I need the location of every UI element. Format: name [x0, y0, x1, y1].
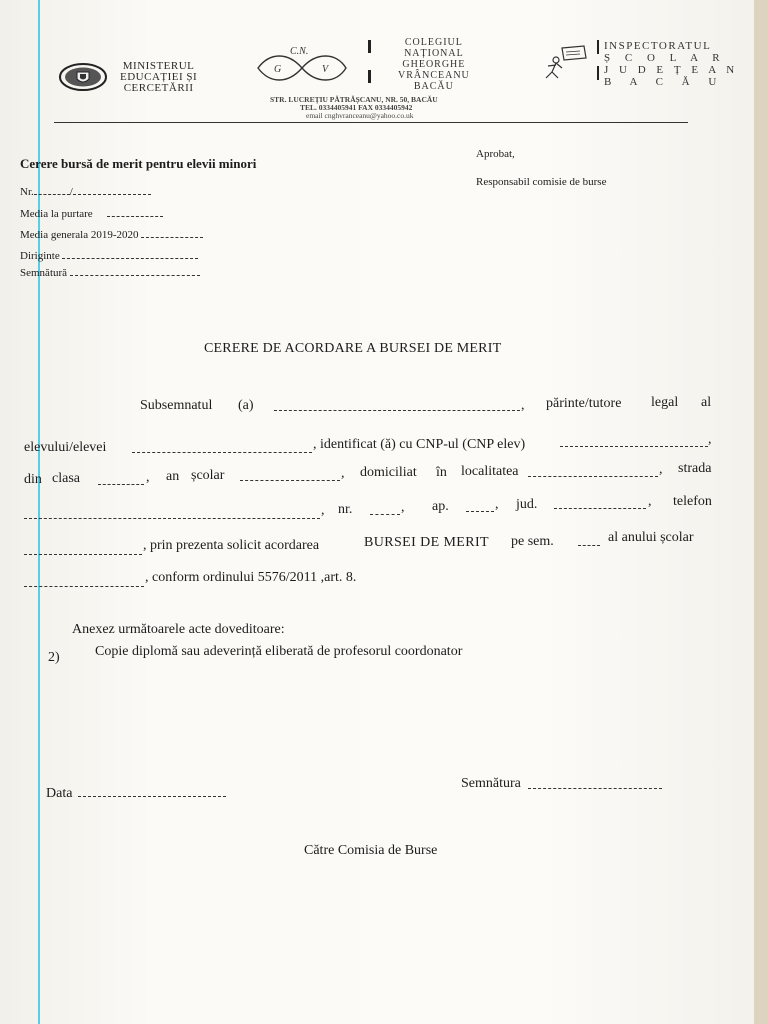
- l4-comma-2: ,: [401, 500, 405, 515]
- college-line: BACĂU: [413, 81, 454, 92]
- semester-blank[interactable]: [578, 533, 600, 546]
- l1-legal: legal: [651, 395, 679, 410]
- county-blank[interactable]: [554, 496, 646, 509]
- l1-comma: ,: [521, 398, 525, 413]
- l3-strada: strada: [678, 461, 712, 476]
- locality-blank[interactable]: [528, 464, 658, 477]
- media-purtare-label: Media la purtare: [20, 208, 93, 220]
- l5-bursa: BURSEI DE MERIT: [364, 535, 489, 550]
- logo-g-letter: G: [274, 64, 282, 75]
- nr-slash: /: [69, 186, 73, 198]
- logo-v-letter: V: [322, 64, 329, 75]
- address-line: TEL. 0334405941 FAX 0334405942: [300, 103, 413, 112]
- inspectorate-logo-icon: [538, 44, 594, 82]
- college-line: NAȚIONAL: [404, 48, 464, 59]
- date-blank[interactable]: [78, 784, 226, 797]
- nr-label: Nr.: [20, 186, 34, 198]
- inspectorate-name: [604, 40, 738, 88]
- header-separator-bar: [368, 40, 371, 53]
- parent-name-blank[interactable]: [274, 398, 520, 411]
- signature-blank[interactable]: [528, 776, 662, 789]
- l4-comma-4: ,: [648, 494, 652, 509]
- school-year-2-blank[interactable]: [24, 574, 144, 587]
- attachments-intro: Anexez următoarele acte doveditoare:: [72, 622, 285, 637]
- l4-comma-3: ,: [495, 497, 499, 512]
- l4-jud: jud.: [516, 497, 538, 512]
- ministry-line: MINISTERUL: [122, 60, 195, 72]
- apartment-blank[interactable]: [466, 499, 494, 512]
- college-name: [398, 37, 470, 92]
- school-year-blank[interactable]: [240, 468, 340, 481]
- date-label: Data: [46, 786, 73, 801]
- student-name-blank[interactable]: [132, 440, 312, 453]
- school-address: [270, 96, 438, 120]
- committee-responsible-label: Responsabil comisie de burse: [476, 176, 607, 188]
- header-separator-bar: [597, 40, 599, 54]
- header-separator-bar: [368, 70, 371, 83]
- nr-date-blank[interactable]: [73, 182, 151, 195]
- diriginte-blank[interactable]: [62, 246, 198, 259]
- l3-din: din: [24, 472, 42, 487]
- header-rule: [54, 122, 688, 123]
- ministry-line: EDUCAȚIEI ȘI: [120, 71, 198, 83]
- inspectorate-line: J U D E Ț E A N: [604, 64, 739, 76]
- l2-comma: ,: [708, 432, 712, 447]
- l1-a: (a): [238, 398, 254, 413]
- ministry-name: [120, 61, 197, 94]
- l3-an: an: [166, 469, 180, 484]
- semnatura-small-blank[interactable]: [70, 263, 200, 276]
- inspectorate-line: Ș C O L A R: [604, 52, 726, 64]
- header-separator-bar: [597, 66, 599, 80]
- l3-scolar: școlar: [191, 468, 225, 483]
- ministry-line: CERCETĂRII: [123, 82, 194, 94]
- media-purtare-blank[interactable]: [107, 204, 163, 217]
- l5-sem: pe sem.: [511, 534, 554, 549]
- nr-field: [20, 182, 151, 198]
- l2-elevului: elevului/elevei: [24, 440, 107, 455]
- l5-an-scolar: al anului școlar: [608, 530, 694, 545]
- college-line: GHEORGHE: [402, 59, 466, 70]
- street-blank[interactable]: [24, 506, 320, 519]
- ministry-crest-icon: [58, 62, 108, 92]
- scan-right-margin: [754, 0, 768, 1024]
- logo-cn-text: C.N.: [290, 46, 309, 57]
- cnp-blank[interactable]: [560, 434, 708, 447]
- l3-comma-2: ,: [341, 466, 345, 481]
- l1-subsemnatul: Subsemnatul: [140, 398, 213, 413]
- l4-nr: nr.: [338, 502, 353, 517]
- l3-clasa: clasa: [52, 471, 80, 486]
- l3-comma-3: ,: [659, 462, 663, 477]
- phone-blank[interactable]: [24, 542, 142, 555]
- l3-comma: ,: [146, 470, 150, 485]
- l5-solicit: , prin prezenta solicit acordarea: [143, 538, 320, 553]
- addressee: Către Comisia de Burse: [304, 843, 438, 858]
- class-blank[interactable]: [98, 472, 144, 485]
- document-title: CERERE DE ACORDARE A BURSEI DE MERIT: [204, 341, 502, 356]
- college-line: COLEGIUL: [404, 37, 463, 48]
- l3-localitatea: localitatea: [461, 464, 519, 479]
- media-generala-label: Media generala 2019-2020: [20, 229, 139, 241]
- media-generala-field: [20, 225, 203, 241]
- l6-ordin: , conform ordinului 5576/2011 ,art. 8.: [145, 570, 357, 585]
- signature-label: Semnătura: [461, 776, 521, 791]
- college-line: VRÂNCEANU: [398, 70, 470, 81]
- attachment-item-number: 2): [48, 650, 60, 665]
- l2-cnp: , identificat (ă) cu CNP-ul (CNP elev): [313, 437, 526, 452]
- street-number-blank[interactable]: [370, 502, 400, 515]
- diriginte-label: Diriginte: [20, 250, 60, 262]
- diriginte-field: [20, 246, 198, 262]
- l4-comma: ,: [321, 503, 325, 518]
- l1-al: al: [701, 395, 712, 410]
- nr-blank[interactable]: [34, 182, 70, 195]
- request-short-title: Cerere bursă de merit pentru elevii minori: [20, 156, 257, 171]
- l3-domiciliat: domiciliat: [360, 465, 417, 480]
- approved-label: Aprobat,: [476, 148, 515, 160]
- l3-in: în: [436, 465, 447, 480]
- l1-parinte: părinte/tutore: [546, 396, 622, 411]
- address-line: email cnghvranceanu@yahoo.co.uk: [306, 111, 414, 120]
- l4-telefon: telefon: [673, 494, 712, 509]
- address-line: STR. LUCREȚIU PĂTRĂȘCANU, NR. 50, BACĂU: [270, 95, 438, 104]
- inspectorate-line: INSPECTORATUL: [604, 40, 712, 52]
- college-logo-icon: [250, 42, 354, 92]
- l4-ap: ap.: [432, 499, 449, 514]
- media-purtare-field: [20, 204, 163, 220]
- inspectorate-line: B A C Ă U: [604, 76, 725, 88]
- media-generala-blank[interactable]: [141, 225, 203, 238]
- attachment-item-text: Copie diplomă sau adeverință eliberată de profesorul coordonator: [95, 644, 463, 659]
- semnatura-small-label: Semnătură: [20, 267, 68, 279]
- semnatura-diriginte-field: [20, 263, 200, 279]
